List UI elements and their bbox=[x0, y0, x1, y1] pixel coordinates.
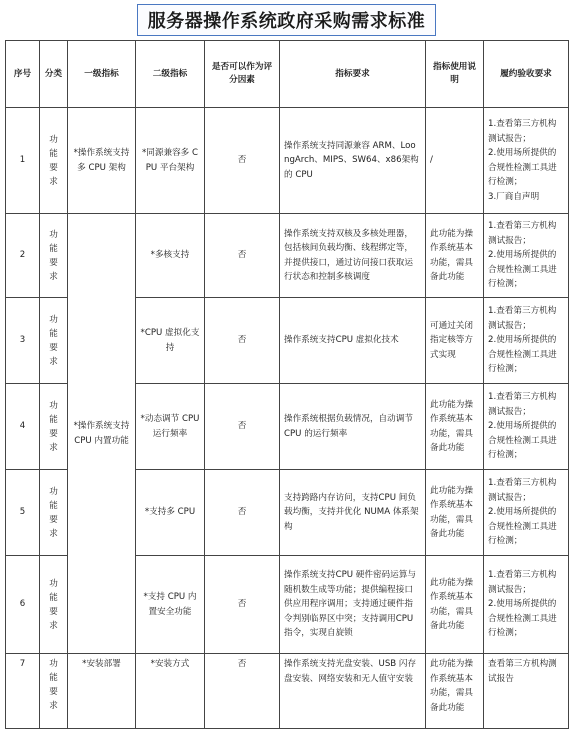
category-text: 功能要求 bbox=[49, 400, 58, 453]
table-row bbox=[6, 654, 569, 729]
cell-level1-merged: *操作系统支持 CPU 内置功能 bbox=[68, 214, 136, 654]
acceptance-line: 1.查看第三方机构测试报告； bbox=[488, 570, 557, 595]
cell-requirement: 支持跨路内存访问，支持CPU 间负载均衡，支持并优化 NUMA 体系架构 bbox=[280, 470, 426, 556]
acceptance-line: 3.厂商自声明 bbox=[488, 191, 540, 202]
acceptance-line: 2.使用场所提供的合规性检测工具进行检测； bbox=[488, 250, 557, 290]
cell-level2: *动态调节 CPU 运行频率 bbox=[136, 384, 205, 470]
cell-level1: *操作系统支持多 CPU 架构 bbox=[68, 108, 136, 214]
cell-acceptance bbox=[484, 556, 569, 654]
cell-acceptance bbox=[484, 108, 569, 214]
category-text: 功能要求 bbox=[49, 578, 58, 631]
cell-score: 否 bbox=[205, 298, 280, 384]
acceptance-line: 2.使用场所提供的合规性检测工具进行检测； bbox=[488, 335, 557, 375]
cell-usage: 此功能为操作系统基本功能，需具备此功能 bbox=[426, 654, 484, 729]
cell-category bbox=[40, 298, 68, 384]
cell-usage: 可通过关闭指定核等方式实现 bbox=[426, 298, 484, 384]
cell-category bbox=[40, 214, 68, 298]
cell-score: 否 bbox=[205, 108, 280, 214]
header-row bbox=[6, 41, 569, 108]
cell-usage: 此功能为操作系统基本功能，需具备此功能 bbox=[426, 556, 484, 654]
category-text: 功能要求 bbox=[49, 229, 58, 282]
acceptance-line: 查看第三方机构测试报告 bbox=[488, 659, 557, 684]
cell-usage: 此功能为操作系统基本功能，需具备此功能 bbox=[426, 470, 484, 556]
acceptance-line: 1.查看第三方机构测试报告； bbox=[488, 478, 557, 503]
header-usage: 指标使用说明 bbox=[426, 41, 484, 108]
cell-score: 否 bbox=[205, 470, 280, 556]
cell-level2: *安装方式 bbox=[136, 654, 205, 729]
acceptance-line: 1.查看第三方机构测试报告； bbox=[488, 306, 557, 331]
acceptance-line: 2.使用场所提供的合规性检测工具进行检测； bbox=[488, 507, 557, 547]
table-row bbox=[6, 214, 569, 298]
acceptance-line: 2.使用场所提供的合规性检测工具进行检测； bbox=[488, 599, 557, 639]
cell-seq: 2 bbox=[6, 214, 40, 298]
header-score: 是否可以作为评分因素 bbox=[205, 41, 280, 108]
cell-level2: *CPU 虚拟化支持 bbox=[136, 298, 205, 384]
cell-usage: 此功能为操作系统基本功能，需具备此功能 bbox=[426, 214, 484, 298]
cell-score: 否 bbox=[205, 556, 280, 654]
acceptance-line: 1.查看第三方机构测试报告； bbox=[488, 119, 557, 144]
cell-acceptance bbox=[484, 384, 569, 470]
category-text: 功能要求 bbox=[49, 486, 58, 539]
cell-seq: 1 bbox=[6, 108, 40, 214]
header-seq: 序号 bbox=[6, 41, 40, 108]
cell-requirement: 操作系统支持CPU 硬件密码运算与随机数生成等功能；提供编程接口供应用程序调用；支持通过硬件指令判别临界区中突；支持调用CPU 指令，实现自旋锁 bbox=[280, 556, 426, 654]
cell-level2: *支持多 CPU bbox=[136, 470, 205, 556]
cell-seq: 3 bbox=[6, 298, 40, 384]
cell-seq: 7 bbox=[6, 654, 40, 729]
cell-category bbox=[40, 556, 68, 654]
cell-acceptance bbox=[484, 470, 569, 556]
cell-level2: *同源兼容多 CPU 平台架构 bbox=[136, 108, 205, 214]
cell-score: 否 bbox=[205, 214, 280, 298]
cell-acceptance bbox=[484, 298, 569, 384]
header-level1: 一级指标 bbox=[68, 41, 136, 108]
header-category: 分类 bbox=[40, 41, 68, 108]
cell-usage: 此功能为操作系统基本功能，需具备此功能 bbox=[426, 384, 484, 470]
document-title: 服务器操作系统政府采购需求标准 bbox=[147, 11, 426, 32]
header-level2: 二级指标 bbox=[136, 41, 205, 108]
cell-category bbox=[40, 384, 68, 470]
cell-level2: *多核支持 bbox=[136, 214, 205, 298]
table-row bbox=[6, 108, 569, 214]
cell-seq: 5 bbox=[6, 470, 40, 556]
acceptance-line: 1.查看第三方机构测试报告； bbox=[488, 221, 557, 246]
cell-category bbox=[40, 108, 68, 214]
cell-category bbox=[40, 470, 68, 556]
cell-usage: / bbox=[426, 108, 484, 214]
cell-acceptance bbox=[484, 654, 569, 729]
category-text: 功能要求 bbox=[49, 314, 58, 367]
cell-seq: 4 bbox=[6, 384, 40, 470]
cell-acceptance bbox=[484, 214, 569, 298]
cell-requirement: 操作系统支持同源兼容 ARM、LoongArch、MIPS、SW64、x86架构的 CPU bbox=[280, 108, 426, 214]
acceptance-line: 1.查看第三方机构测试报告； bbox=[488, 392, 557, 417]
cell-requirement: 操作系统支持光盘安装、USB 闪存盘安装、网络安装和无人值守安装 bbox=[280, 654, 426, 729]
cell-requirement: 操作系统支持CPU 虚拟化技术 bbox=[280, 298, 426, 384]
header-requirement: 指标要求 bbox=[280, 41, 426, 108]
header-acceptance: 履约验收要求 bbox=[484, 41, 569, 108]
cell-level1: *安装部署 bbox=[68, 654, 136, 729]
cell-score: 否 bbox=[205, 654, 280, 729]
acceptance-line: 2.使用场所提供的合规性检测工具进行检测； bbox=[488, 421, 557, 461]
category-text: 功能要求 bbox=[49, 134, 58, 187]
cell-requirement: 操作系统根据负载情况，自动调节 CPU 的运行频率 bbox=[280, 384, 426, 470]
acceptance-line: 2.使用场所提供的合规性检测工具进行检测； bbox=[488, 148, 557, 187]
cell-seq: 6 bbox=[6, 556, 40, 654]
cell-category bbox=[40, 654, 68, 729]
title-box bbox=[137, 4, 436, 36]
category-text: 功能要求 bbox=[49, 659, 58, 711]
cell-requirement: 操作系统支持双核及多核处理器，包括核间负载均衡、线程绑定等，并提供接口，通过访问接口获取运行状态和控制多核调度 bbox=[280, 214, 426, 298]
cell-level2: *支持 CPU 内置安全功能 bbox=[136, 556, 205, 654]
requirements-table bbox=[5, 40, 569, 729]
cell-score: 否 bbox=[205, 384, 280, 470]
